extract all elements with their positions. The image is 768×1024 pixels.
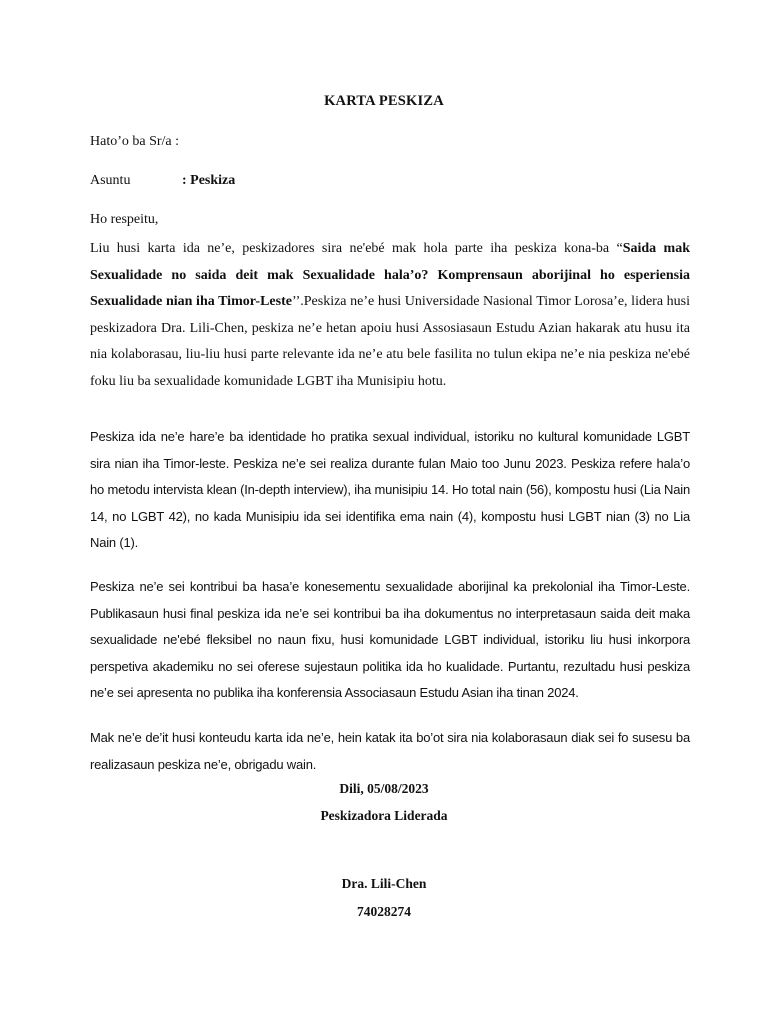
paragraph-intro — [90, 236, 690, 395]
paragraph-closing: Mak ne’e de’it husi konteudu karta ida ne’e, hein katak ita bo’ot sira nia kolaborasaun diak sei fo susesu ba realizasaun peskiza ne’e, obrigadu wain. — [90, 730, 690, 772]
letter-title: KARTA PESKIZA — [324, 93, 444, 109]
subject-label: Asuntu — [90, 173, 131, 188]
signature-name: Dra. Lili-Chen — [341, 876, 427, 891]
subject-value: : Peskiza — [182, 173, 236, 188]
greeting: Ho respeitu, — [90, 212, 159, 227]
signature-role: Peskizadora Liderada — [320, 808, 448, 823]
paragraph-intro-text: Liu husi karta ida ne’e, peskizadores sira ne'ebé mak hola parte iha peskiza kona-ba “ — [90, 241, 623, 256]
subject-line — [90, 173, 235, 189]
signature-phone: 74028274 — [357, 904, 411, 919]
salutation: Hato’o ba Sr/a : — [90, 134, 180, 149]
paragraph-research-scope: Peskiza ida ne’e hare’e ba identidade ho pratika sexual individual, istoriku no kultural komunidade LGBT sira nian iha Timor-leste. Peskiza ne’e sei realiza durante fulan Maio too Junu 2023. Peskiza refere hala’o ho metodu intervista klean (In-depth interview), iha munisipiu 14. Ho total nain (56), kompostu husi (Lia Nain 14, no LGBT 42), no kada Munisipiu ida sei identifika ema nain (4), kompostu husi LGBT nian (3) no Lia Nain (1). — [90, 429, 690, 550]
paragraph-intro-rest: ’’.Peskiza ne’e husi Universidade Nasional Timor Lorosa’e, lidera husi peskizadora Dra. Lili-Chen, peskiza ne’e hetan apoiu husi Assosiasaun Estudu Azian hakarak atu husu ita nia kolaborasau, liu-liu husi parte relevante ida ne’e atu bele fasilita no tulun ekipa ne’e nia peskiza ne'ebé foku liu ba sexualidade komunidade LGBT iha Munisipiu hotu. — [90, 294, 691, 389]
signature-place-date: Dili, 05/08/2023 — [339, 781, 429, 796]
paragraph-contribution: Peskiza ne’e sei kontribui ba hasa’e konesementu sexualidade aborijinal ka prekolonial iha Timor-Leste. Publikasaun husi final peskiza ida ne’e sei kontribui ba iha dokumentus no interpretasaun saida deit maka sexualidade ne'ebé fleksibel no naun fixu, husi komunidade LGBT individual, istoriku liu husi inkorpora perspetiva akademiku no sei oferese sujestaun politika ida ho kualidade. Purtantu, rezultadu husi peskiza ne’e sei apresenta no publika iha konferensia Associasaun Estudu Asian iha tinan 2024. — [90, 579, 690, 700]
research-title: Saida mak Sexualidade no saida deit mak Sexualidade hala’o? Komprensaun aborijinal ho esperiensia Sexualidade nian iha Timor-Leste — [90, 241, 690, 309]
